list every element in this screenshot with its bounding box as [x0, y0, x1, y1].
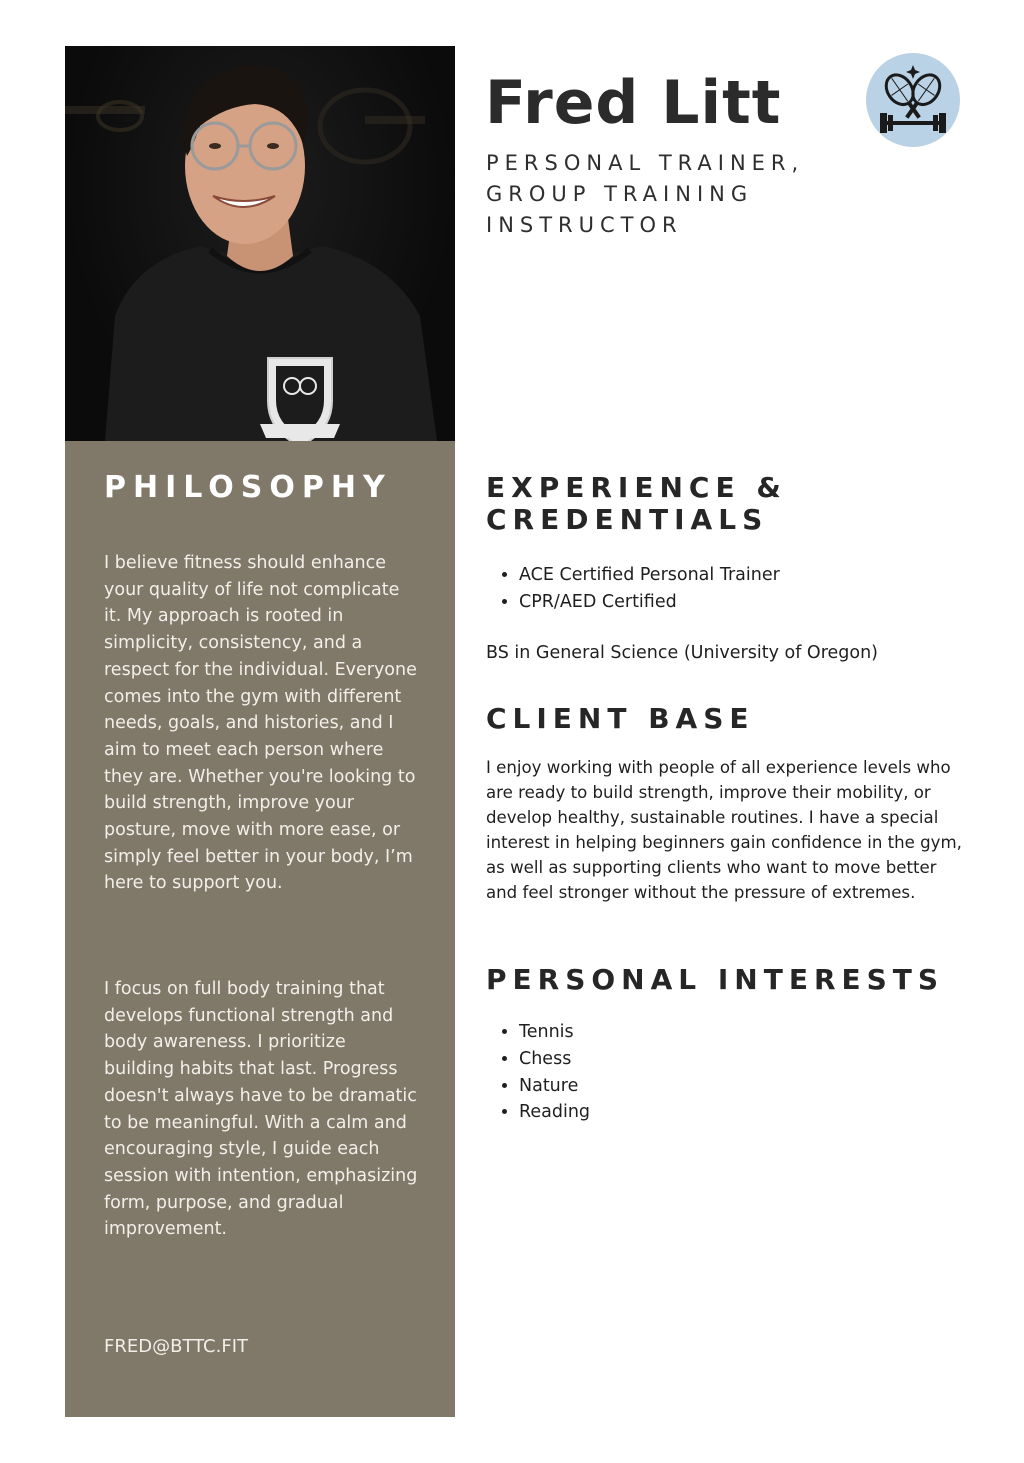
- philosophy-paragraph-1: I believe fitness should enhance your quality of life not complicate it. My approach is rooted in simplicity, consistency, and a respect for the individual. Everyone comes into the gym with different needs, goals, and histories, and I aim to meet each person where they are. Whether you're looking to build strength, improve your posture, move with more ease, or simply feel better in your body, I’m here to support you.: [104, 553, 417, 894]
- credentials-list: [486, 562, 780, 616]
- experience-heading-line: EXPERIENCE &: [486, 471, 787, 504]
- philosophy-heading: PHILOSOPHY: [104, 470, 392, 505]
- experience-heading: [486, 472, 787, 536]
- experience-heading-line: CREDENTIALS: [486, 503, 769, 536]
- list-item: • ACE Certified Personal Trainer: [519, 562, 780, 589]
- contact-email[interactable]: FRED@BTTC.FIT: [104, 1336, 249, 1357]
- trainer-portrait-image: [65, 46, 455, 441]
- role-line: INSTRUCTOR: [486, 213, 683, 237]
- tennis-racket-barbell-icon: [866, 53, 960, 147]
- list-item: • CPR/AED Certified: [519, 589, 780, 616]
- list-item: • Nature: [519, 1073, 590, 1100]
- roles-block: [486, 148, 846, 241]
- role-line: PERSONAL TRAINER,: [486, 151, 805, 175]
- profile-photo: [65, 46, 455, 441]
- interests-list: [486, 1019, 590, 1126]
- education-text: BS in General Science (University of Oregon): [486, 643, 878, 663]
- client-base-heading: CLIENT BASE: [486, 702, 755, 735]
- list-item: • Chess: [519, 1046, 590, 1073]
- role-line: GROUP TRAINING: [486, 182, 754, 206]
- client-base-text: I enjoy working with people of all experience levels who are ready to build strength, improve their mobility, or develop healthy, sustainable routines. I have a special interest in helping beginners gain confidence in the gym, as well as supporting clients who want to move better and feel stronger without the pressure of extremes.: [486, 758, 962, 903]
- personal-interests-heading: PERSONAL INTERESTS: [486, 963, 945, 996]
- philosophy-paragraph-2: I focus on full body training that develops functional strength and body awareness. I prioritize building habits that last. Progress doesn't always have to be dramatic to be meaningful. With a calm and encouraging style, I guide each session with intention, emphasizing form, purpose, and gradual improvement.: [104, 979, 418, 1240]
- trainer-name: Fred Litt: [485, 68, 782, 138]
- list-item: • Tennis: [519, 1019, 590, 1046]
- list-item: • Reading: [519, 1099, 590, 1126]
